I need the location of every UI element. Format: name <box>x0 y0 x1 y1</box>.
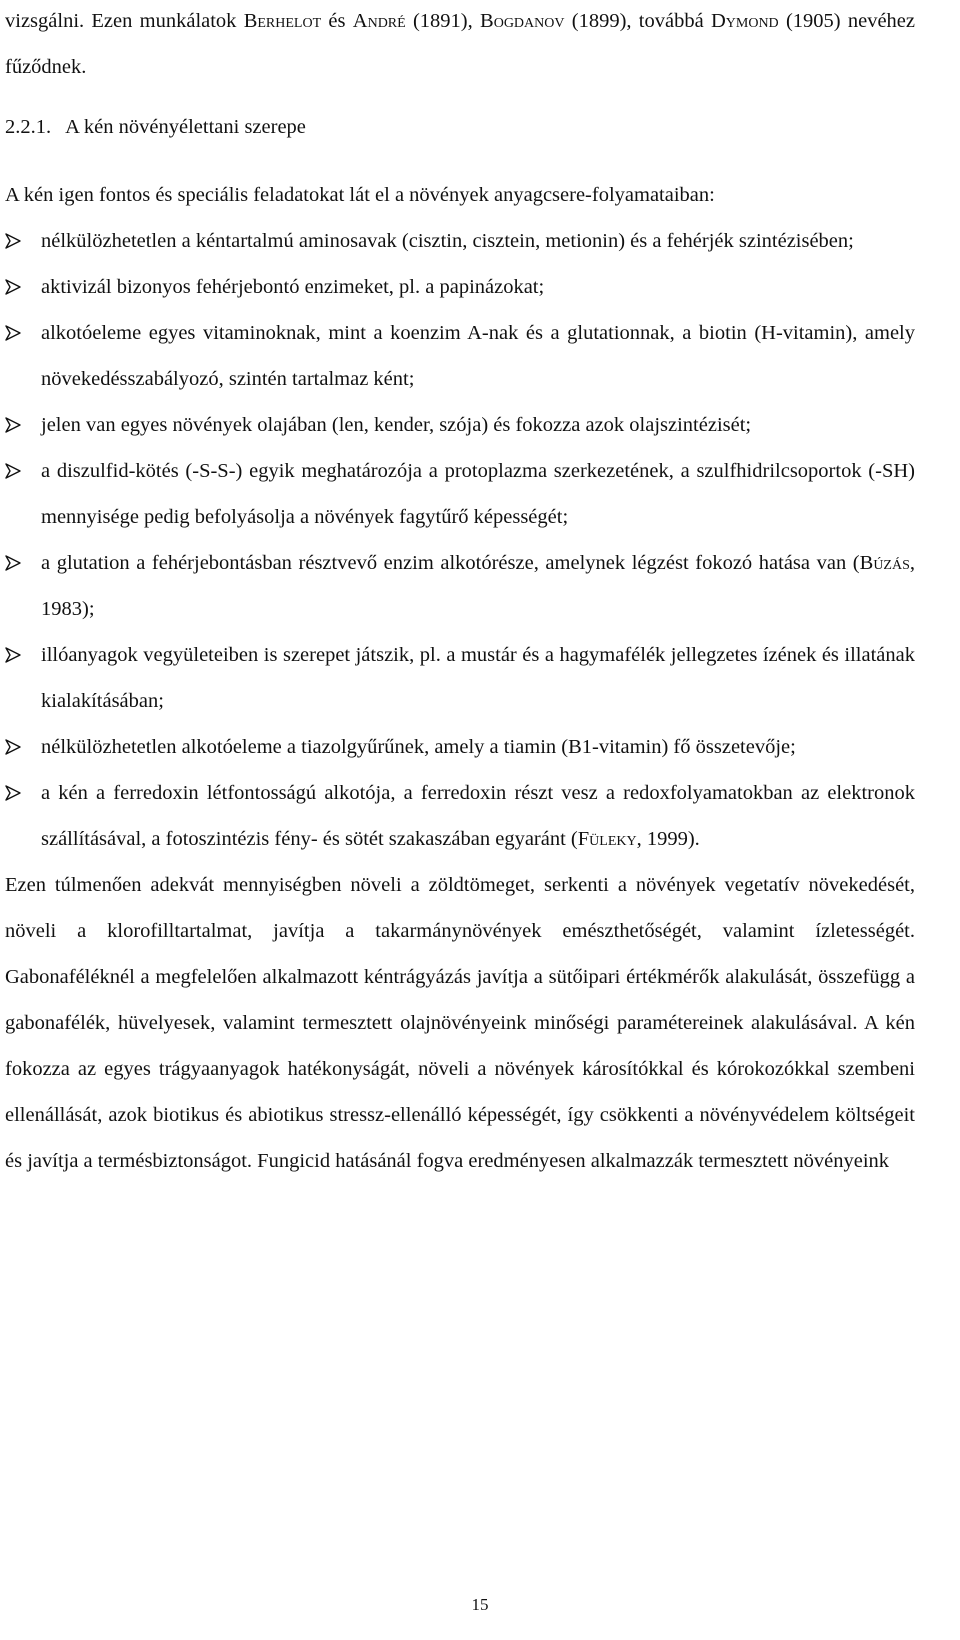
list-item-text: illóanyagok vegyületeiben is szerepet játszik, pl. a mustár és a hagymafélék jellegzetes ízének és illatának kialakításában; <box>41 644 915 712</box>
arrowhead-bullet-icon <box>5 279 21 295</box>
arrowhead-bullet-icon <box>5 417 21 433</box>
list-item <box>5 632 915 724</box>
intro-text: (1905) nevéhez fűződnek. <box>5 10 916 78</box>
list-item-text: , 1983); <box>41 552 915 620</box>
intro-text: (1891), <box>405 10 481 32</box>
list-item <box>5 770 915 862</box>
list-item <box>5 402 915 448</box>
intro-text: és <box>321 10 353 32</box>
list-item <box>5 264 915 310</box>
arrowhead-bullet-icon <box>5 785 21 801</box>
list-item-text: aktivizál bizonyos fehérjebontó enzimeket, pl. a papinázokat; <box>41 276 545 298</box>
arrowhead-bullet-icon <box>5 325 21 341</box>
arrowhead-bullet-icon <box>5 233 21 249</box>
list-item-text: alkotóeleme egyes vitaminoknak, mint a koenzim A-nak és a glutationnak, a biotin (H-vitamin), amely növekedésszabályozó, szintén tartalmaz ként; <box>41 322 915 390</box>
intro-text: vizsgálni. Ezen munkálatok <box>5 10 244 32</box>
list-item-text: , 1999). <box>636 828 700 850</box>
section-heading <box>5 104 915 150</box>
list-item-text: nélkülözhetetlen alkotóeleme a tiazolgyűrűnek, amely a tiamin (B1-vitamin) fő összetevője; <box>41 736 796 758</box>
lead-sentence: A kén igen fontos és speciális feladatokat lát el a növények anyagcsere-folyamataiban: <box>5 184 715 206</box>
list-item-text: jelen van egyes növények olajában (len, kender, szója) és fokozza azok olajszintézisét; <box>41 414 752 436</box>
author-fuleky: Füleky <box>577 828 637 850</box>
list-item-text: a diszulfid-kötés (-S-S-) egyik meghatározója a protoplazma szerkezetének, a szulfhidrilcsoportok (-SH) mennyisége pedig befolyásolja a növények fagytűrő képességét; <box>41 460 915 528</box>
author-bogdanov: Bogdanov <box>480 10 565 32</box>
arrowhead-bullet-icon <box>5 647 21 663</box>
intro-text: (1899), továbbá <box>564 10 711 32</box>
list-item <box>5 724 915 770</box>
section-title: A kén növényélettani szerepe <box>65 116 306 138</box>
author-buzas: Búzás <box>859 552 910 574</box>
list-item <box>5 448 915 540</box>
list-item-text: a glutation a fehérjebontásban résztvevő enzim alkotórésze, amelynek légzést fokozó hatása van ( <box>41 552 860 574</box>
arrowhead-bullet-icon <box>5 739 21 755</box>
author-andre: André <box>352 10 406 32</box>
document-page <box>5 0 915 1184</box>
author-dymond: Dymond <box>710 10 779 32</box>
list-item <box>5 540 915 632</box>
arrowhead-bullet-icon <box>5 555 21 571</box>
bullet-list <box>5 218 915 862</box>
arrowhead-bullet-icon <box>5 463 21 479</box>
intro-paragraph <box>5 0 915 90</box>
page-number: 15 <box>471 1595 489 1614</box>
section-number: 2.2.1. <box>5 116 52 138</box>
body-paragraph: Ezen túlmenően adekvát mennyiségben növeli a zöldtömeget, serkenti a növények vegetatív növekedését, növeli a klorofilltartalmat, javítja a takarmánynövények emészthetőségét, valamint ízletességét. Gabonaféléknél a megfelelően alkalmazott kéntrágyázás javítja a sütőipari értékmérők alakulását, összefügg a gabonafélék, hüvelyesek, valamint termesztett olajnövényeink minőségi paramétereinek alakulásával. A kén fokozza az egyes trágyaanyagok hatékonyságát, növeli a növények károsítókkal és kórokozókkal szembeni ellenállását, azok biotikus és abiotikus stressz-ellenálló képességét, így csökkenti a növényvédelem költségeit és javítja a termésbiztonságot. Fungicid hatásánál fogva eredményesen alkalmazzák termesztett növényeink <box>5 874 915 1172</box>
list-item-text: nélkülözhetetlen a kéntartalmú aminosavak (cisztin, cisztein, metionin) és a fehérjék szintézisében; <box>41 230 854 252</box>
list-item <box>5 218 915 264</box>
list-item <box>5 310 915 402</box>
author-berhelot: Berhelot <box>243 10 322 32</box>
list-item-text: a kén a ferredoxin létfontosságú alkotója, a ferredoxin részt vesz a redoxfolyamatokban az elektronok szállításával, a fotoszintézis fény- és sötét szakaszában egyaránt ( <box>41 782 915 850</box>
